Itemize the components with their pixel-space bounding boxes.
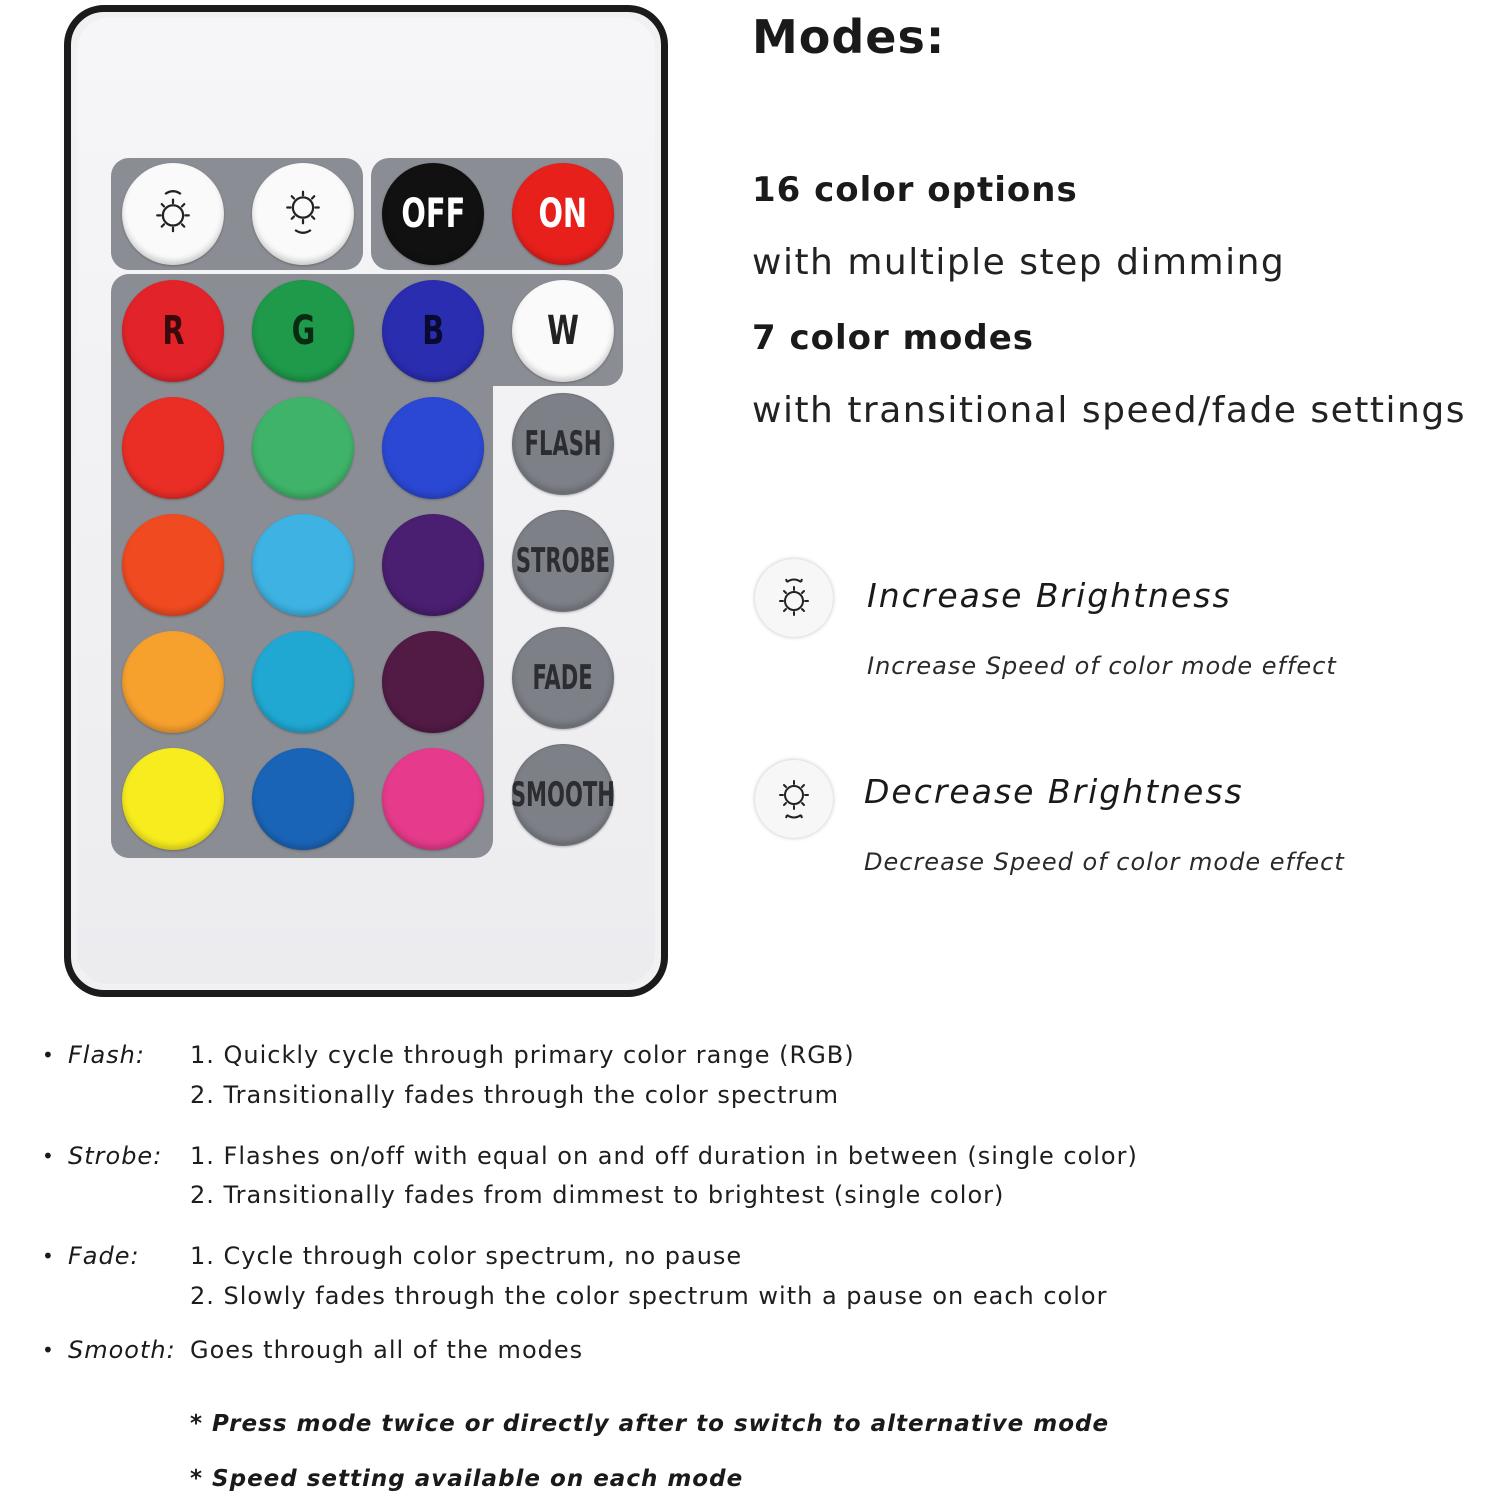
on-button[interactable] <box>512 163 614 265</box>
color-button-light-blue[interactable] <box>252 514 354 616</box>
remote-face <box>77 18 655 984</box>
mode-line: Goes through all of the modes <box>190 1336 584 1364</box>
blue-button[interactable] <box>382 280 484 382</box>
modes-title: Modes: <box>752 10 946 64</box>
flash-button-label: FLASH <box>524 424 602 464</box>
color-options-heading: 16 color options <box>752 170 1078 210</box>
smooth-button[interactable] <box>512 744 614 846</box>
mode-line: 2. Transitionally fades through the color spectrum <box>190 1081 839 1109</box>
color-button-blue-2[interactable] <box>382 397 484 499</box>
sun-up-icon <box>146 185 200 243</box>
mode-name-fade: Fade: <box>68 1242 140 1270</box>
red-button-label: R <box>161 308 185 354</box>
mode-line: 1. Flashes on/off with equal on and off duration in between (single color) <box>190 1142 1138 1170</box>
mode-line: 1. Quickly cycle through primary color range (RGB) <box>190 1041 855 1069</box>
green-button-label: G <box>291 308 315 354</box>
color-button-pink[interactable] <box>382 748 484 850</box>
increase-brightness-title: Increase Brightness <box>867 576 1232 615</box>
color-modes-heading: 7 color modes <box>752 318 1035 358</box>
sun-up-icon <box>770 574 818 622</box>
off-button-label: OFF <box>401 191 465 237</box>
color-options-description: with multiple step dimming <box>752 242 1286 283</box>
increase-brightness-subtitle: Increase Speed of color mode effect <box>867 652 1337 680</box>
color-button-cyan[interactable] <box>252 631 354 733</box>
bullet: • <box>42 1144 54 1168</box>
blue-button-label: B <box>422 308 444 354</box>
color-button-plum[interactable] <box>382 631 484 733</box>
color-button-orange-red[interactable] <box>122 514 224 616</box>
mode-name-smooth: Smooth: <box>68 1336 176 1364</box>
increase-brightness-icon <box>755 559 833 637</box>
on-button-label: ON <box>538 191 588 237</box>
green-button[interactable] <box>252 280 354 382</box>
bullet: • <box>42 1338 54 1362</box>
mode-name-strobe: Strobe: <box>68 1142 163 1170</box>
color-button-red-2[interactable] <box>122 397 224 499</box>
white-button[interactable] <box>512 280 614 382</box>
mode-name-flash: Flash: <box>68 1041 145 1069</box>
decrease-brightness-button[interactable] <box>252 163 354 265</box>
fade-button-label: FADE <box>532 658 594 698</box>
decrease-brightness-icon <box>755 760 833 838</box>
color-button-yellow[interactable] <box>122 748 224 850</box>
bullet: • <box>42 1244 54 1268</box>
increase-brightness-button[interactable] <box>122 163 224 265</box>
red-button[interactable] <box>122 280 224 382</box>
off-button[interactable] <box>382 163 484 265</box>
note-speed-setting: * Speed setting available on each mode <box>190 1466 744 1492</box>
strobe-button-label: STROBE <box>515 541 611 581</box>
white-button-label: W <box>547 308 579 354</box>
decrease-brightness-subtitle: Decrease Speed of color mode effect <box>864 848 1345 876</box>
sun-down-icon <box>770 775 818 823</box>
mode-line: 1. Cycle through color spectrum, no pause <box>190 1242 743 1270</box>
remote-control <box>64 5 668 997</box>
bullet: • <box>42 1043 54 1067</box>
color-button-orange[interactable] <box>122 631 224 733</box>
smooth-button-label: SMOOTH <box>510 775 616 815</box>
color-button-royal-blue[interactable] <box>252 748 354 850</box>
color-modes-description: with transitional speed/fade settings <box>752 390 1466 431</box>
decrease-brightness-title: Decrease Brightness <box>864 772 1244 811</box>
fade-button[interactable] <box>512 627 614 729</box>
strobe-button[interactable] <box>512 510 614 612</box>
mode-line: 2. Transitionally fades from dimmest to brightest (single color) <box>190 1181 1005 1209</box>
flash-button[interactable] <box>512 393 614 495</box>
note-press-mode-twice: * Press mode twice or directly after to switch to alternative mode <box>190 1411 1110 1437</box>
color-button-purple[interactable] <box>382 514 484 616</box>
color-button-green-2[interactable] <box>252 397 354 499</box>
mode-line: 2. Slowly fades through the color spectrum with a pause on each color <box>190 1282 1108 1310</box>
sun-down-icon <box>276 185 330 243</box>
